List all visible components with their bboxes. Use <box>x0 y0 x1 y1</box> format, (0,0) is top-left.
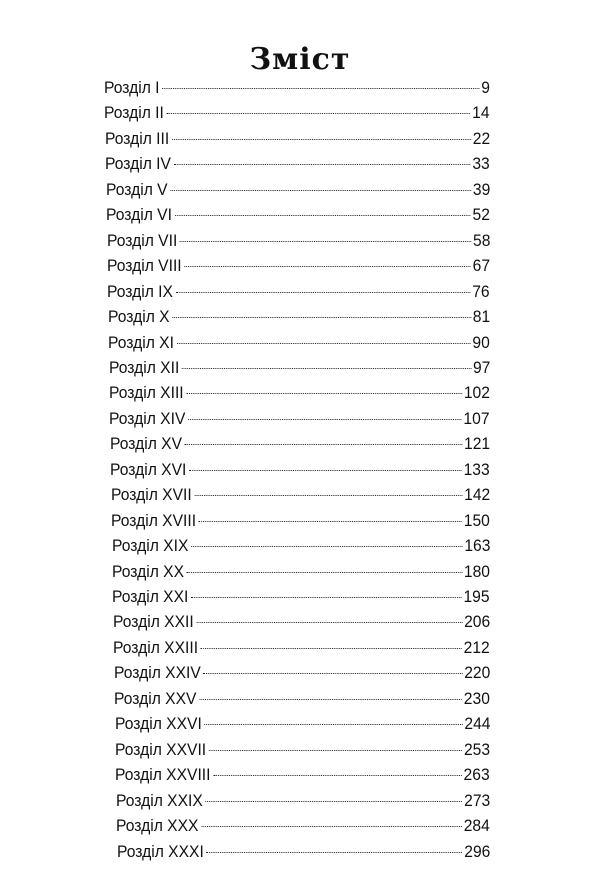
toc-page-number: 212 <box>463 637 490 657</box>
toc-page-number: 284 <box>463 816 490 836</box>
toc-dot-leader <box>189 419 462 420</box>
toc-dot-leader <box>199 699 462 700</box>
toc-entry[interactable] <box>111 484 490 506</box>
toc-chapter-label: Розділ VI <box>106 205 173 225</box>
toc-dot-leader <box>172 139 471 140</box>
toc-entry[interactable] <box>112 586 490 608</box>
toc-chapter-label: Розділ XVIII <box>111 510 197 530</box>
toc-dot-leader <box>209 750 462 751</box>
toc-page-number: 195 <box>463 587 490 606</box>
toc-page-number: 220 <box>463 663 490 683</box>
toc-page-number: 253 <box>463 739 490 759</box>
toc-chapter-label: Розділ V <box>105 179 168 199</box>
toc-chapter-label: Розділ XIII <box>109 383 184 403</box>
toc-entry[interactable] <box>115 764 490 786</box>
toc-chapter-label: Розділ XXIX <box>115 790 203 810</box>
toc-chapter-label: Розділ XX <box>111 561 185 581</box>
toc-entry[interactable] <box>105 153 490 175</box>
toc-entry[interactable] <box>110 459 490 481</box>
toc-page-number: 163 <box>463 536 490 556</box>
toc-chapter-label: Розділ XXIV <box>113 663 201 683</box>
toc-chapter-label: Розділ IV <box>105 154 172 174</box>
toc-entry[interactable] <box>112 561 490 583</box>
toc-entry[interactable] <box>112 535 490 557</box>
toc-page-number: 150 <box>463 510 490 530</box>
toc-dot-leader <box>206 852 462 853</box>
toc-entry[interactable] <box>109 382 490 404</box>
toc-page-number: 296 <box>463 841 490 861</box>
toc-chapter-label: Розділ XIV <box>109 408 186 428</box>
toc-dot-leader <box>203 673 462 674</box>
toc-chapter-label: Розділ XXV <box>114 688 197 708</box>
toc-dot-leader <box>194 495 462 496</box>
toc-page-number: 9 <box>481 78 490 97</box>
toc-dot-leader <box>205 801 462 802</box>
toc-chapter-label: Розділ XXIII <box>113 637 199 657</box>
toc-dot-leader <box>172 317 471 318</box>
toc-entry[interactable] <box>109 408 490 430</box>
toc-entry[interactable] <box>108 332 490 354</box>
toc-page-number: 102 <box>463 383 490 403</box>
toc-dot-leader <box>199 521 462 522</box>
toc-entry[interactable] <box>113 637 490 659</box>
toc-page-number: 76 <box>472 281 490 301</box>
toc-chapter-label: Розділ XXVI <box>114 714 202 734</box>
toc-chapter-label: Розділ XV <box>109 434 182 454</box>
toc-chapter-label: Розділ X <box>107 307 170 327</box>
toc-chapter-label: Розділ II <box>104 103 165 123</box>
toc-chapter-label: Розділ VII <box>106 230 177 250</box>
toc-page-number: 81 <box>472 307 490 327</box>
toc-entry[interactable] <box>106 179 490 201</box>
toc-dot-leader <box>204 724 462 725</box>
toc-entry[interactable] <box>114 662 490 684</box>
toc-page-number: 22 <box>472 128 490 148</box>
toc-entry[interactable] <box>117 841 490 863</box>
toc-entry[interactable] <box>110 433 490 455</box>
toc-entry[interactable] <box>106 204 490 226</box>
toc-chapter-label: Розділ XXII <box>112 612 194 632</box>
toc-dot-leader <box>162 88 479 89</box>
toc-page-number: 39 <box>472 179 490 199</box>
toc-dot-leader <box>174 164 471 165</box>
toc-dot-leader <box>186 393 462 394</box>
toc-dot-leader <box>214 775 462 776</box>
toc-dot-leader <box>196 622 462 623</box>
toc-page-number: 263 <box>463 765 490 785</box>
toc-chapter-label: Розділ XVII <box>110 485 192 505</box>
toc-dot-leader <box>177 343 471 344</box>
toc-entry[interactable] <box>104 102 490 124</box>
toc-entry[interactable] <box>111 510 490 532</box>
toc-page-number: 107 <box>463 408 490 428</box>
toc-chapter-label: Розділ XXVII <box>114 739 207 759</box>
toc-page-number: 14 <box>472 103 490 123</box>
toc-entry[interactable] <box>107 281 490 303</box>
toc-page-number: 180 <box>463 561 490 581</box>
toc-page-number: 58 <box>472 230 490 250</box>
toc-entry[interactable] <box>108 306 490 328</box>
toc-dot-leader <box>191 546 462 547</box>
toc-page-number: 90 <box>472 332 490 352</box>
toc-entry[interactable] <box>107 255 490 277</box>
toc-entry[interactable] <box>109 357 490 379</box>
toc-entry[interactable] <box>116 815 490 837</box>
toc-chapter-label: Розділ XI <box>108 332 175 352</box>
toc-dot-leader <box>201 648 462 649</box>
toc-entry[interactable] <box>115 713 490 735</box>
toc-page-number: 206 <box>463 612 490 632</box>
toc-entry[interactable] <box>105 128 490 150</box>
toc-chapter-label: Розділ XII <box>108 357 179 377</box>
toc-page-number: 67 <box>472 256 490 276</box>
toc-chapter-label: Розділ III <box>104 128 170 148</box>
toc-dot-leader <box>170 190 471 191</box>
toc-dot-leader <box>201 826 462 827</box>
toc-dot-leader <box>175 215 471 216</box>
toc-chapter-label: Розділ VIII <box>106 256 182 276</box>
toc-entry[interactable] <box>116 790 490 812</box>
toc-entry[interactable] <box>107 230 490 252</box>
toc-chapter-label: Розділ I <box>104 78 160 97</box>
toc-dot-leader <box>180 241 471 242</box>
toc-dot-leader <box>187 572 462 573</box>
toc-page-number: 273 <box>463 790 490 810</box>
toc-entry[interactable] <box>104 77 490 99</box>
toc-dot-leader <box>167 113 471 114</box>
toc-page-number: 33 <box>472 154 490 174</box>
toc-page-number: 121 <box>463 434 490 454</box>
toc-dot-leader <box>184 266 470 267</box>
toc-page-number: 97 <box>472 357 490 377</box>
toc-page-number: 133 <box>463 459 490 479</box>
toc-chapter-label: Розділ XXX <box>116 816 199 836</box>
toc-chapter-label: Розділ XXVIII <box>115 765 211 785</box>
toc-entry[interactable] <box>114 688 490 710</box>
toc-page-number: 142 <box>463 485 490 505</box>
toc-dot-leader <box>185 444 462 445</box>
toc-page-number: 244 <box>463 714 490 734</box>
toc-chapter-label: Розділ XIX <box>111 536 188 556</box>
toc-dot-leader <box>189 470 462 471</box>
toc-entry[interactable] <box>113 611 490 633</box>
toc-chapter-label: Розділ IX <box>107 281 174 301</box>
toc-page-number: 52 <box>472 205 490 225</box>
toc-chapter-label: Розділ XXXI <box>116 841 204 861</box>
toc-entry[interactable] <box>115 739 490 761</box>
toc-dot-leader <box>182 368 471 369</box>
toc-page-number: 230 <box>463 688 490 708</box>
toc-chapter-label: Розділ XXI <box>112 587 189 606</box>
toc-dot-leader <box>176 292 471 293</box>
toc-chapter-label: Розділ XVI <box>110 459 187 479</box>
table-of-contents <box>104 77 490 869</box>
toc-dot-leader <box>192 597 462 598</box>
page-title: Зміст <box>249 42 351 78</box>
